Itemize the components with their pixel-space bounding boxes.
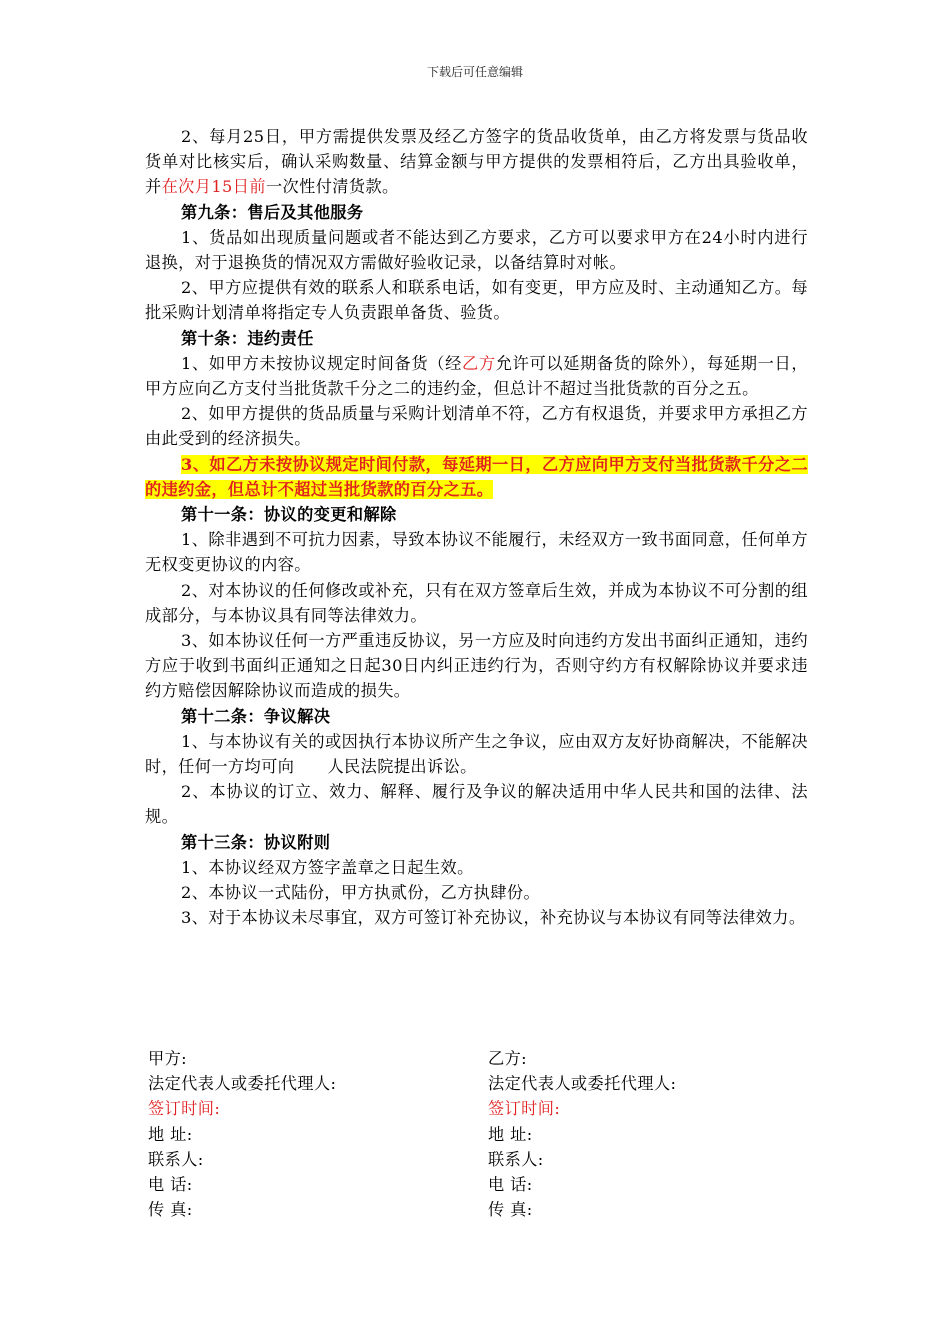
clause-text: 允许可以延期备货的除外），每延期一日，甲方应向乙方支付当批货款千分之二的违约金，但总计不超过当批货款的百分之五。 xyxy=(145,353,808,399)
article-11-item-1: 1、除非遇到不可抗力因素，导致本协议不能履行，未经双方一致书面同意，任何单方无权变更协议的内容。 xyxy=(145,530,808,575)
signing-date-label: 签订时间: xyxy=(488,1099,561,1119)
article-10-item-3 xyxy=(145,452,808,502)
article-11-item-3: 3、如本协议任何一方严重违反协议，另一方应及时向违约方发出书面纠正通知，违约方应于收到书面纠正通知之日起30日内纠正违约行为，否则守约方有权解除协议并要求违约方赔偿因解除协议而造成的损失。 xyxy=(145,631,808,701)
contact-label: 联系人: xyxy=(148,1149,204,1169)
article-12-item-1: 1、与本协议有关的或因执行本协议所产生之争议，应由双方友好协商解决，不能解决时，任何一方均可向 人民法院提出诉讼。 xyxy=(145,731,808,777)
clause-text: 1、如甲方未按协议规定时间备货（经 xyxy=(181,353,462,373)
fax-label: 传 真: xyxy=(488,1200,533,1220)
party-label: 乙方: xyxy=(488,1049,528,1068)
article-10-item-1 xyxy=(145,351,808,401)
article-11-title: 第十一条：协议的变更和解除 xyxy=(181,505,397,525)
contract-body xyxy=(145,124,808,931)
article-10-item-2: 2、如甲方提供的货品质量与采购计划清单不符，乙方有权退货，并要求甲方承担乙方由此受到的经济损失。 xyxy=(145,404,808,449)
signature-block-party-a xyxy=(148,1046,336,1222)
article-13-title: 第十三条：协议附则 xyxy=(181,832,331,852)
page-header: 下载后可任意编辑 xyxy=(426,65,523,79)
contact-label: 联系人: xyxy=(488,1149,544,1169)
article-12-title: 第十二条：争议解决 xyxy=(181,706,331,726)
payment-deadline: 在次月15日前 xyxy=(161,177,266,197)
party-b-highlight: 乙方 xyxy=(462,353,496,373)
address-label: 地 址: xyxy=(488,1124,533,1144)
article-10-title: 第十条：违约责任 xyxy=(181,328,314,348)
article-9-title: 第九条：售后及其他服务 xyxy=(181,202,364,222)
article-12-item-2: 2、本协议的订立、效力、解释、履行及争议的解决适用中华人民共和国的法律、法规。 xyxy=(145,782,808,827)
article-11-item-2: 2、对本协议的任何修改或补充，只有在双方签章后生效，并成为本协议不可分割的组成部分，与本协议具有同等法律效力。 xyxy=(145,580,808,625)
signing-date-label: 签订时间: xyxy=(148,1099,221,1119)
article-13-item-1: 1、本协议经双方签字盖章之日起生效。 xyxy=(181,857,474,877)
clause-8-item-2 xyxy=(145,124,808,200)
representative-label: 法定代表人或委托代理人: xyxy=(148,1074,337,1094)
phone-label: 电 话: xyxy=(488,1175,533,1195)
signature-block-party-b xyxy=(488,1046,676,1222)
highlighted-clause: 3、如乙方未按协议规定时间付款，每延期一日，乙方应向甲方支付当批货款千分之二的违约金，但总计不超过当批货款的百分之五。 xyxy=(145,454,808,499)
article-13-item-2: 2、本协议一式陆份，甲方执贰份，乙方执肆份。 xyxy=(181,883,541,903)
clause-text: 2、每月25日，甲方需提供发票及经乙方签字的货品收货单，由乙方将发票与货品收货单对比核实后，确认采购数量、结算金额与甲方提供的发票相符后，乙方出具验收单，并 xyxy=(145,127,808,197)
article-13-item-3: 3、对于本协议未尽事宜，双方可签订补充协议，补充协议与本协议有同等法律效力。 xyxy=(181,908,806,928)
fax-label: 传 真: xyxy=(148,1200,193,1220)
party-label: 甲方: xyxy=(148,1049,188,1068)
representative-label: 法定代表人或委托代理人: xyxy=(488,1074,677,1094)
phone-label: 电 话: xyxy=(148,1175,193,1195)
article-9-item-2: 2、甲方应提供有效的联系人和联系电话，如有变更，甲方应及时、主动通知乙方。每批采购计划清单将指定专人负责跟单备货、验货。 xyxy=(145,278,808,323)
clause-text: 一次性付清货款。 xyxy=(265,177,399,197)
address-label: 地 址: xyxy=(148,1124,193,1144)
article-9-item-1: 1、货品如出现质量问题或者不能达到乙方要求，乙方可以要求甲方在24小时内进行退换，对于退换货的情况双方需做好验收记录，以备结算时对帐。 xyxy=(145,227,808,273)
